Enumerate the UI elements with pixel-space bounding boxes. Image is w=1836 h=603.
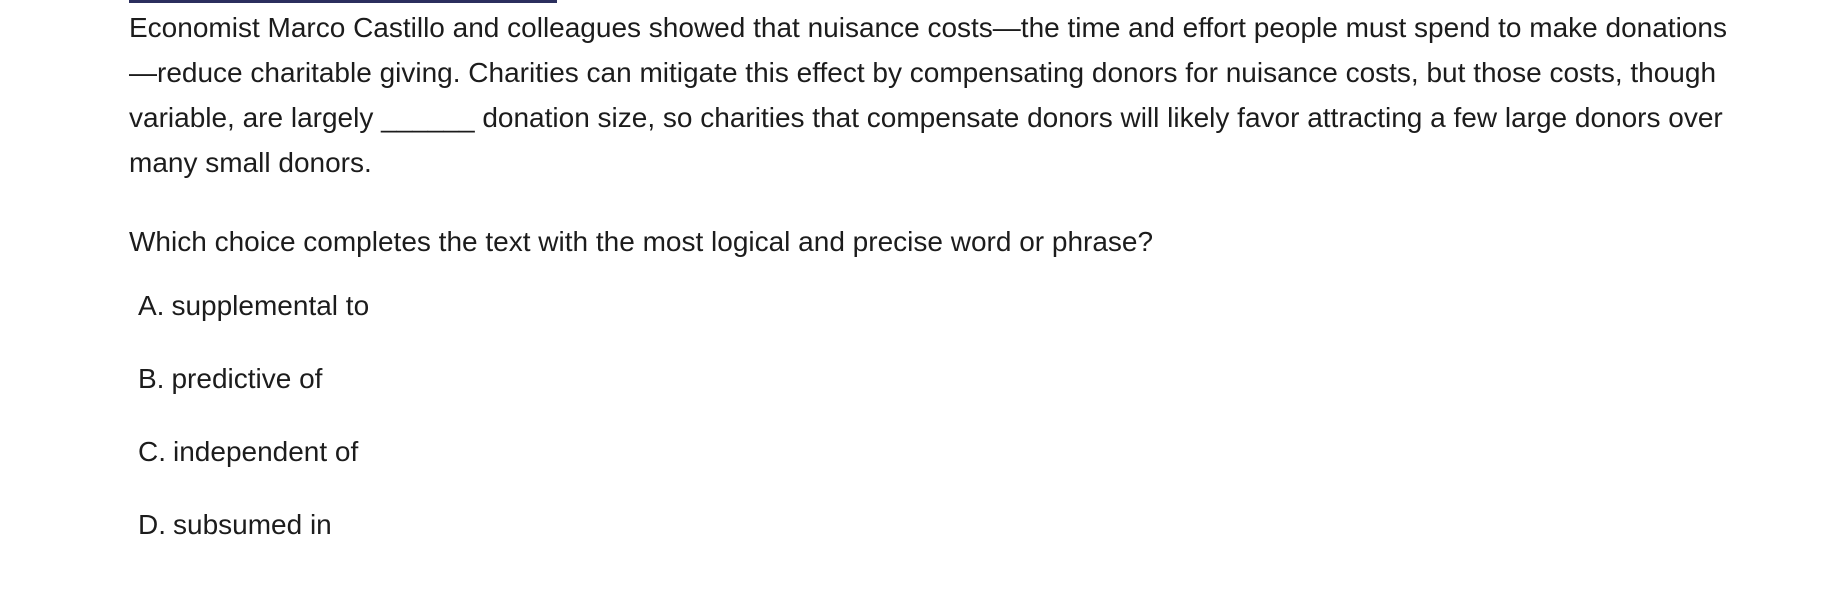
choice-letter: D. bbox=[138, 509, 166, 540]
choice-text: supplemental to bbox=[171, 290, 370, 321]
top-divider bbox=[129, 0, 557, 3]
choice-c[interactable] bbox=[138, 429, 369, 502]
answer-choices bbox=[138, 283, 369, 575]
choice-letter: B. bbox=[138, 363, 165, 394]
choice-text: predictive of bbox=[171, 363, 323, 394]
question-prompt: Which choice completes the text with the most logical and precise word or phrase? bbox=[129, 226, 1154, 257]
choice-d[interactable] bbox=[138, 502, 369, 575]
choice-letter: C. bbox=[138, 436, 166, 467]
choice-b[interactable] bbox=[138, 356, 369, 429]
passage-text: Economist Marco Castillo and colleagues showed that nuisance costs—the time and effort people must spend to make donations—reduce charitable giving. Charities can mitigate this effect by compensating donors for nuisance costs, but those costs, though variable, are largely ______ donation size, so charities that compensate donors will likely favor attracting a few large donors over many small donors. bbox=[129, 12, 1727, 178]
choice-a[interactable] bbox=[138, 283, 369, 356]
choice-text: independent of bbox=[173, 436, 359, 467]
choice-text: subsumed in bbox=[173, 509, 332, 540]
choice-letter: A. bbox=[138, 290, 165, 321]
